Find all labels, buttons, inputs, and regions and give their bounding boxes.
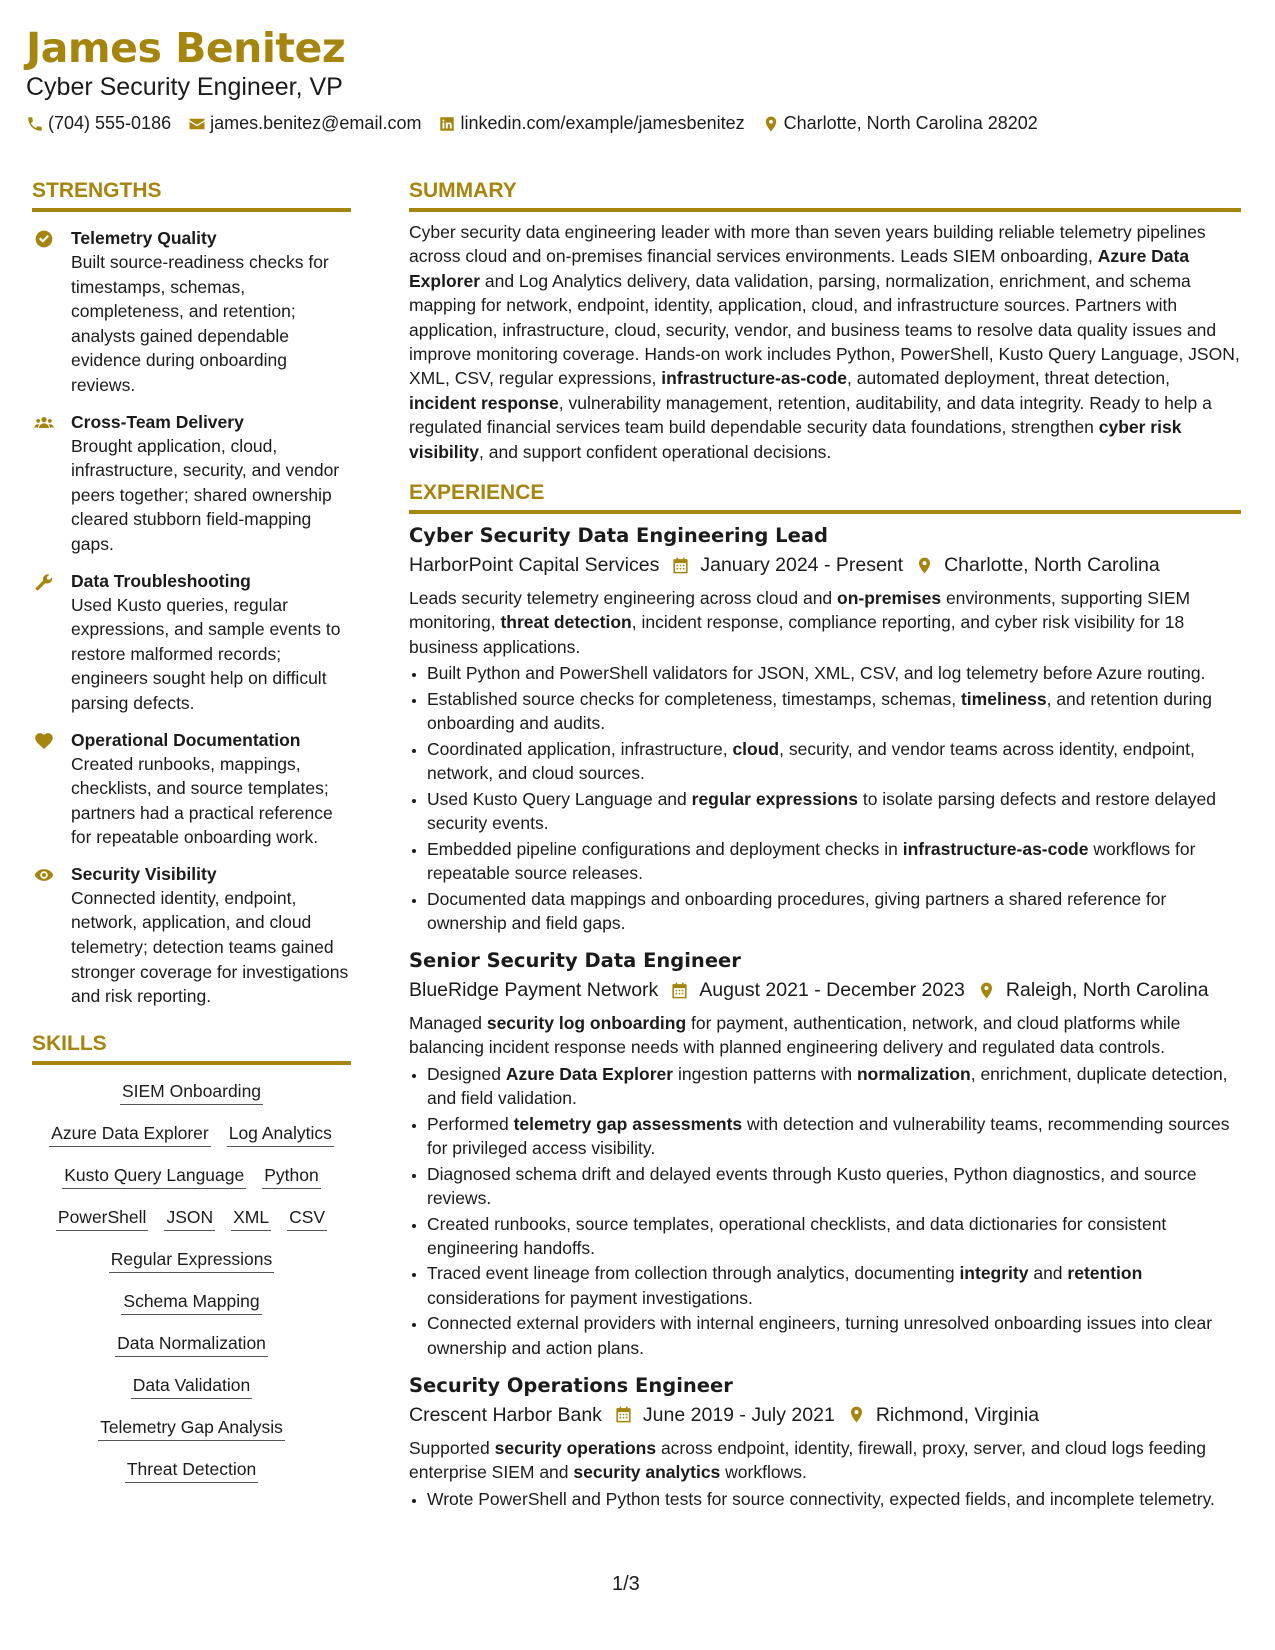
bold-keyword: cloud — [732, 738, 780, 759]
strength-title: Security Visibility — [71, 863, 217, 884]
envelope-icon — [188, 115, 206, 133]
bold-keyword: regular expressions — [691, 788, 858, 809]
bold-keyword: timeliness — [960, 688, 1047, 709]
job-dates: August 2021 - December 2023 — [699, 979, 965, 1002]
calendar-icon — [670, 981, 689, 1000]
bold-keyword: infrastructure-as-code — [661, 368, 847, 389]
linkedin-icon — [438, 115, 456, 133]
calendar-icon — [671, 556, 690, 575]
skill-tag: Schema Mapping — [121, 1289, 261, 1315]
page-number: 1/3 — [612, 1573, 640, 1595]
email-text: james.benitez@email.com — [210, 113, 422, 133]
contact-bar — [26, 113, 1055, 134]
strength-title: Cross-Team Delivery — [71, 411, 244, 432]
strength-desc: Used Kusto queries, regular expressions, and sample events to restore malformed records; engineers sought help on difficult parsing defects. — [71, 594, 341, 713]
check-circle-icon — [34, 229, 54, 249]
bold-keyword: incident response — [409, 392, 559, 413]
job-bullet: • Established source checks for completeness, timestamps, schemas, timeliness, and retention during onboarding and audits. — [427, 687, 1241, 735]
map-pin-icon — [762, 115, 780, 133]
job-bullet: • Designed Azure Data Explorer ingestion patterns with normalization, enrichment, duplicate detection, and field validation. — [427, 1062, 1241, 1110]
experience-heading: EXPERIENCE — [409, 478, 1241, 514]
skill-row — [32, 1331, 351, 1357]
bold-keyword: infrastructure-as-code — [902, 838, 1089, 859]
job-meta — [409, 550, 1241, 580]
skill-tag: Data Validation — [131, 1373, 252, 1399]
skill-tag: Python — [262, 1163, 320, 1189]
skill-row — [32, 1289, 351, 1315]
strength-item — [32, 410, 351, 557]
job-entry — [409, 1372, 1241, 1511]
job-bullet: • Embedded pipeline configurations and deployment checks in infrastructure-as-code workflows for repeatable source releases. — [427, 837, 1241, 885]
job-intro: Managed security log onboarding for payment, authentication, network, and cloud platforms while balancing incident response needs with planned engineering delivery and regulated data controls. — [409, 1013, 1181, 1058]
skill-row — [32, 1415, 351, 1441]
skill-row — [32, 1121, 351, 1147]
phone-icon — [26, 115, 44, 133]
strength-item — [32, 226, 351, 398]
job-location: Richmond, Virginia — [875, 1403, 1040, 1426]
wrench-icon — [34, 572, 54, 592]
skill-tag: Kusto Query Language — [62, 1163, 246, 1189]
resume-header — [26, 22, 345, 102]
job-bullet: • Created runbooks, source templates, operational checklists, and data dictionaries for consistent engineering handoffs. — [427, 1212, 1241, 1260]
skill-row — [32, 1079, 351, 1105]
bold-keyword: integrity — [959, 1263, 1029, 1284]
summary-text: Cyber security data engineering leader with more than seven years building reliable telemetry pipelines across cloud and on-premises financial services environments. Leads SIEM onboarding, Azure Data Explorer and Log Analytics delivery, data validation, parsing, normalization, enrichment, and schema mapping for network, endpoint, identity, application, cloud, and infrastructure sources. Partners with application, infrastructure, cloud, security, vendor, and business teams to resolve data quality issues and improve monitoring coverage. Hands-on work includes Python, PowerShell, Kusto Query Language, JSON, XML, CSV, regular expressions, infrastructure-as-code, automated deployment, threat detection, incident response, vulnerability management, retention, auditability, and data integrity. Ready to help a regulated financial services team build dependable security data foundations, strengthen cyber risk visibility, and support confident operational decisions. — [409, 222, 1240, 462]
skill-tag: PowerShell — [56, 1205, 149, 1231]
skills-heading: SKILLS — [32, 1029, 351, 1065]
location-text: Charlotte, North Carolina 28202 — [783, 113, 1038, 133]
job-location: Charlotte, North Carolina — [944, 554, 1160, 577]
bold-keyword: on-premises — [837, 588, 942, 609]
job-location: Raleigh, North Carolina — [1005, 979, 1209, 1002]
contact-email[interactable] — [188, 113, 421, 134]
skill-tag: SIEM Onboarding — [120, 1079, 263, 1105]
strength-item — [32, 728, 351, 850]
job-bullets — [409, 661, 1241, 935]
company-name: HarborPoint Capital Services — [409, 554, 660, 577]
map-pin-icon — [977, 981, 996, 1000]
bold-keyword: Azure Data Explorer — [505, 1063, 674, 1084]
skill-tag: Data Normalization — [115, 1331, 268, 1357]
strength-desc: Connected identity, endpoint, network, application, and cloud telemetry; detection teams gained stronger coverage for investigations and risk reporting. — [71, 887, 349, 1007]
job-bullet: • Diagnosed schema drift and delayed events through Kusto queries, Python diagnostics, and source reviews. — [427, 1162, 1241, 1210]
job-intro: Supported security operations across endpoint, identity, firewall, proxy, server, and cloud logs feeding enterprise SIEM and security analytics workflows. — [409, 1437, 1207, 1483]
job-bullet: • Built Python and PowerShell validators for JSON, XML, CSV, and log telemetry before Azure routing. — [427, 661, 1241, 685]
bold-keyword: security operations — [494, 1437, 657, 1458]
contact-location — [762, 113, 1038, 134]
job-bullets — [409, 1487, 1241, 1511]
skill-tag: XML — [231, 1205, 271, 1231]
job-title: Cyber Security Data Engineering Lead — [409, 524, 828, 548]
job-title: Senior Security Data Engineer — [409, 949, 741, 973]
job-bullet: • Coordinated application, infrastructure, cloud, security, and vendor teams across identity, endpoint, network, and cloud sources. — [427, 737, 1241, 785]
job-title: Security Operations Engineer — [409, 1373, 733, 1397]
company-name: Crescent Harbor Bank — [409, 1403, 602, 1426]
company-name: BlueRidge Payment Network — [409, 979, 659, 1002]
job-dates: January 2024 - Present — [700, 554, 904, 577]
bold-keyword: retention — [1067, 1263, 1143, 1284]
heart-icon — [34, 731, 54, 751]
linkedin-text: linkedin.com/example/jamesbenitez — [460, 113, 745, 133]
strength-item — [32, 862, 351, 1009]
bold-keyword: normalization — [856, 1063, 971, 1084]
right-column — [409, 176, 1241, 1512]
strength-item — [32, 569, 351, 716]
strength-desc: Created runbooks, mappings, checklists, and source templates; partners had a practical reference for repeatable onboarding work. — [71, 753, 333, 848]
job-bullet: • Documented data mappings and onboarding procedures, giving partners a shared reference for ownership and field gaps. — [427, 887, 1241, 935]
skill-tag: Log Analytics — [227, 1121, 334, 1147]
skill-row — [32, 1457, 351, 1483]
job-meta — [409, 1400, 1241, 1430]
contact-linkedin[interactable] — [438, 113, 744, 134]
skill-row — [32, 1247, 351, 1273]
bold-keyword: security log onboarding — [486, 1013, 687, 1034]
strength-title: Telemetry Quality — [71, 228, 217, 248]
job-dates: June 2019 - July 2021 — [642, 1403, 835, 1426]
job-entry — [409, 947, 1241, 1360]
map-pin-icon — [847, 1405, 866, 1424]
skill-row — [32, 1373, 351, 1399]
candidate-title: Cyber Security Engineer, VP — [26, 73, 343, 101]
job-bullet: • Wrote PowerShell and Python tests for source connectivity, expected fields, and incomplete telemetry. — [427, 1487, 1241, 1511]
strengths-heading: STRENGTHS — [32, 176, 351, 212]
candidate-name: James Benitez — [26, 24, 346, 72]
bold-keyword: cyber risk visibility — [409, 417, 1182, 462]
job-bullet: • Used Kusto Query Language and regular expressions to isolate parsing defects and restore delayed security events. — [427, 787, 1241, 835]
left-column — [32, 176, 351, 1499]
strength-desc: Built source-readiness checks for timestamps, schemas, completeness, and retention; analysts gained dependable evidence during onboarding reviews. — [71, 252, 329, 395]
skill-row — [32, 1205, 351, 1231]
strength-title: Data Troubleshooting — [71, 570, 251, 591]
phone-text: (704) 555-0186 — [48, 113, 172, 133]
strength-title: Operational Documentation — [71, 729, 301, 750]
bold-keyword: Azure Data Explorer — [409, 246, 1190, 291]
contact-phone[interactable] — [26, 113, 171, 134]
skill-tag: Telemetry Gap Analysis — [98, 1415, 285, 1441]
map-pin-icon — [915, 556, 934, 575]
bold-keyword: threat detection — [500, 612, 632, 633]
job-bullet: • Performed telemetry gap assessments with detection and vulnerability teams, recommending sources for privileged access visibility. — [427, 1112, 1241, 1160]
skill-tag: Azure Data Explorer — [49, 1121, 211, 1147]
job-bullet: • Connected external providers with internal engineers, turning unresolved onboarding issues into clear ownership and action plans. — [427, 1311, 1241, 1359]
bold-keyword: security analytics — [573, 1462, 721, 1483]
summary-heading: SUMMARY — [409, 176, 1241, 212]
skill-tag: JSON — [164, 1205, 215, 1231]
job-bullets — [409, 1062, 1241, 1360]
job-entry — [409, 522, 1241, 935]
job-bullet: • Traced event lineage from collection through analytics, documenting integrity and retention considerations for payment investigations. — [427, 1261, 1241, 1309]
skill-row — [32, 1163, 351, 1189]
eye-icon — [32, 865, 56, 885]
job-intro: Leads security telemetry engineering across cloud and on-premises environments, supporting SIEM monitoring, threat detection, incident response, compliance reporting, and cyber risk visibility for 18 business applications. — [409, 588, 1191, 657]
strengths-list — [32, 226, 351, 1009]
skill-tag: CSV — [287, 1205, 327, 1231]
skills-list — [32, 1079, 351, 1483]
strength-desc: Brought application, cloud, infrastructure, security, and vendor peers together; shared ownership cleared stubborn field-mapping gaps. — [71, 435, 340, 554]
calendar-icon — [614, 1405, 633, 1424]
bold-keyword: telemetry gap assessments — [513, 1113, 743, 1134]
skill-tag: Threat Detection — [125, 1457, 258, 1483]
skill-tag: Regular Expressions — [109, 1247, 274, 1273]
users-icon — [32, 413, 56, 433]
job-meta — [409, 975, 1241, 1005]
